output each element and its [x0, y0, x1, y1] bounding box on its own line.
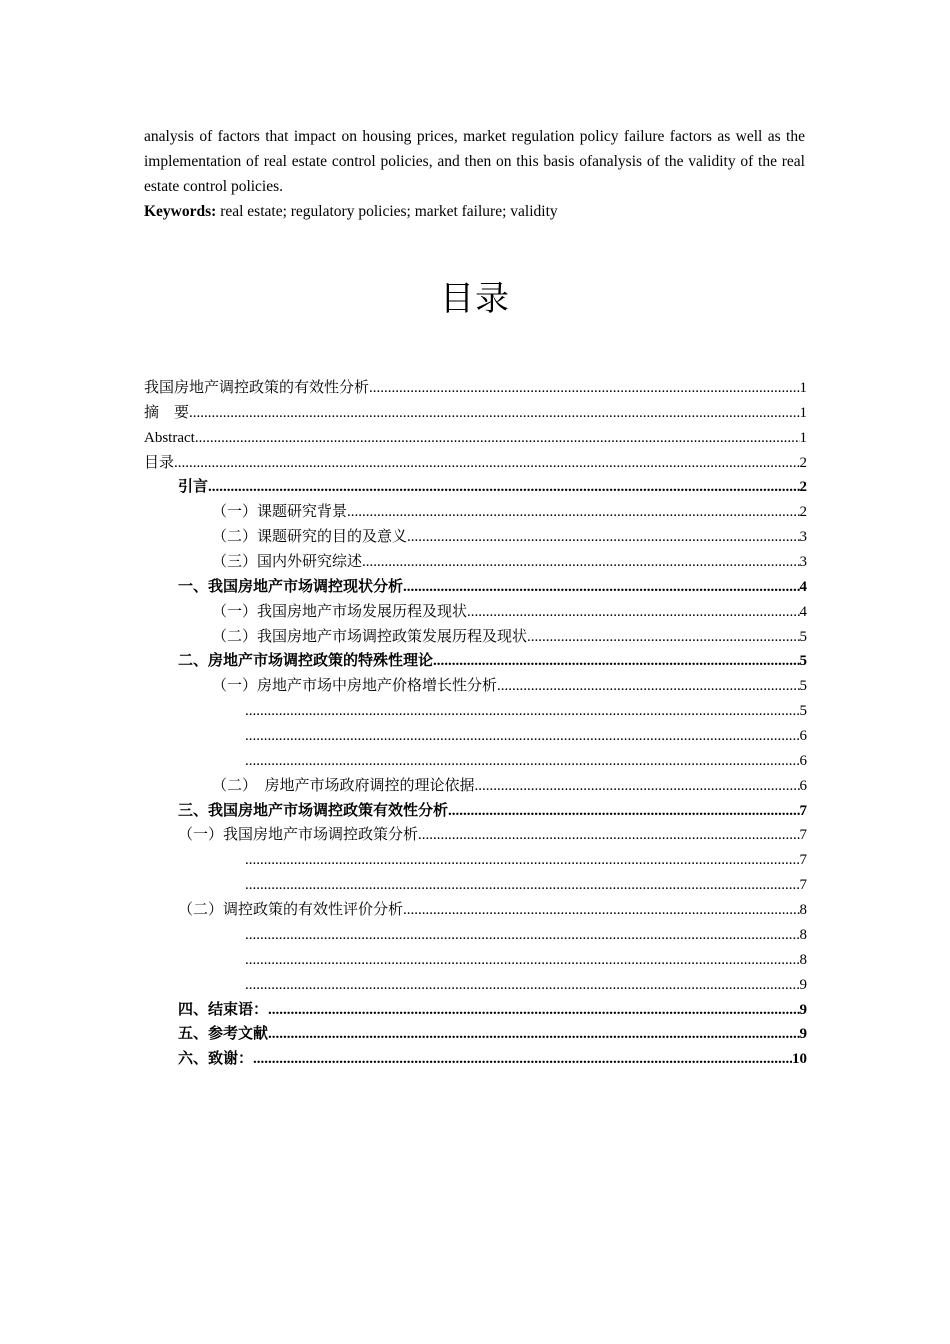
toc-entry-page-number: 1 — [799, 380, 807, 396]
toc-entry-page-number: 7 — [799, 877, 807, 894]
toc-entry-page-number: 7 — [799, 852, 807, 869]
toc-dot-leader — [245, 749, 800, 774]
toc-dot-leader — [268, 1022, 799, 1047]
toc-entry-page-number: 10 — [792, 1051, 807, 1068]
toc-entry-page-number: 1 — [799, 429, 807, 446]
toc-dot-leader — [433, 649, 799, 674]
toc-dot-leader — [208, 475, 799, 500]
toc-entry-page-number: 7 — [799, 827, 807, 844]
toc-entry[interactable] — [245, 973, 807, 998]
toc-entry[interactable] — [178, 799, 807, 824]
toc-entry-label: 一、我国房地产市场调控现状分析 — [178, 578, 404, 595]
toc-entry-label: 四、结束语： — [178, 1001, 269, 1018]
toc-entry-page-number: 6 — [799, 777, 807, 794]
abstract-paragraph: analysis of factors that impact on housing prices, market regulation policy failure factors as well as the implementation of real estate control policies, and then on this basis ofanalysis of the validity of the real estate control policies. — [144, 128, 805, 195]
toc-entry-label: 摘 要 — [144, 404, 190, 421]
toc-dot-leader — [245, 724, 800, 749]
toc-entry-label: （一）课题研究背景 — [212, 504, 348, 521]
toc-entry-page-number: 5 — [799, 628, 807, 645]
toc-dot-leader — [497, 674, 799, 699]
toc-entry[interactable] — [212, 625, 807, 650]
toc-entry-label: （一）我国房地产市场发展历程及现状 — [212, 603, 468, 620]
toc-entry-label: 五、参考文献 — [178, 1026, 269, 1043]
toc-dot-leader — [253, 1047, 792, 1072]
toc-dot-leader — [403, 898, 799, 923]
toc-entry-page-number: 8 — [799, 902, 807, 919]
toc-entry-page-number: 9 — [799, 1001, 807, 1018]
toc-entry-label: 三、我国房地产市场调控政策有效性分析 — [178, 802, 449, 819]
abstract-text-block — [144, 124, 805, 199]
toc-entry[interactable] — [245, 699, 807, 724]
toc-entry-label: （一）我国房地产市场调控政策分析 — [178, 827, 419, 844]
toc-entry[interactable] — [212, 550, 807, 575]
toc-entry[interactable] — [178, 649, 807, 674]
toc-entry-page-number: 3 — [799, 554, 807, 571]
toc-entry-page-number: 5 — [799, 653, 807, 670]
toc-entry[interactable] — [144, 451, 807, 476]
toc-entry-label: 目录 — [144, 454, 175, 471]
toc-entry[interactable] — [178, 898, 807, 923]
toc-entry[interactable] — [212, 774, 807, 799]
toc-entry-label: （二）调控政策的有效性评价分析 — [178, 902, 404, 919]
toc-dot-leader — [245, 848, 800, 873]
toc-dot-leader — [403, 575, 799, 600]
keywords-line — [144, 199, 805, 224]
toc-dot-leader — [467, 600, 799, 625]
toc-dot-leader — [418, 823, 799, 848]
toc-entry-page-number: 2 — [799, 454, 807, 471]
toc-entry-page-number: 5 — [799, 678, 807, 695]
toc-entry-page-number: 2 — [799, 479, 807, 496]
toc-entry-page-number: 6 — [799, 728, 807, 745]
toc-entry-page-number: 9 — [799, 1026, 807, 1043]
toc-entry-label: （二） 房地产市场政府调控的理论依据 — [212, 777, 475, 794]
toc-dot-leader — [245, 699, 800, 724]
toc-entry[interactable] — [245, 873, 807, 898]
toc-entry[interactable] — [212, 525, 807, 550]
toc-entry-page-number: 5 — [799, 703, 807, 720]
toc-entry-page-number: 1 — [799, 404, 807, 421]
toc-entry-label: 引言 — [178, 479, 209, 496]
toc-entry-page-number: 8 — [799, 951, 807, 968]
keywords-value: real estate; regulatory policies; market failure; validity — [216, 203, 558, 220]
toc-entry-label: （二）课题研究的目的及意义 — [212, 529, 408, 546]
toc-entry-page-number: 4 — [799, 603, 807, 620]
toc-dot-leader — [362, 550, 799, 575]
toc-entry-label: （二）我国房地产市场调控政策发展历程及现状 — [212, 628, 528, 645]
toc-dot-leader — [347, 500, 799, 525]
toc-entry-label: （一）房地产市场中房地产价格增长性分析 — [212, 678, 498, 695]
toc-entry[interactable] — [178, 1022, 807, 1047]
toc-dot-leader — [174, 451, 799, 476]
toc-entry[interactable] — [245, 948, 807, 973]
toc-entry[interactable] — [178, 475, 807, 500]
toc-entry[interactable] — [178, 1047, 807, 1072]
toc-entry-label: （三）国内外研究综述 — [212, 554, 363, 571]
keywords-label: Keywords: — [144, 203, 217, 220]
toc-entry-page-number: 6 — [799, 752, 807, 769]
toc-entry[interactable] — [212, 500, 807, 525]
toc-entry[interactable] — [212, 600, 807, 625]
toc-dot-leader — [245, 923, 800, 948]
toc-dot-leader — [268, 998, 799, 1023]
toc-entry-label: 我国房地产调控政策的有效性分析 — [144, 380, 370, 396]
toc-dot-leader — [195, 426, 800, 451]
toc-entry[interactable] — [144, 401, 807, 426]
toc-entry-page-number: 3 — [799, 529, 807, 546]
toc-entry[interactable] — [144, 426, 807, 451]
toc-dot-leader — [407, 525, 799, 550]
toc-entry[interactable] — [178, 998, 807, 1023]
toc-entry-label: 六、致谢： — [178, 1051, 254, 1068]
toc-entry-page-number: 2 — [799, 504, 807, 521]
toc-dot-leader — [475, 774, 800, 799]
toc-dot-leader — [245, 948, 800, 973]
toc-entry-page-number: 4 — [799, 578, 807, 595]
toc-entry[interactable] — [178, 575, 807, 600]
toc-entry-label: Abstract — [144, 429, 195, 446]
toc-entry[interactable] — [245, 724, 807, 749]
toc-entry[interactable] — [245, 749, 807, 774]
toc-entry[interactable] — [245, 848, 807, 873]
toc-dot-leader — [245, 873, 800, 898]
toc-entry-page-number: 8 — [799, 926, 807, 943]
toc-dot-leader — [448, 799, 799, 824]
toc-dot-leader — [527, 625, 799, 650]
toc-entry[interactable] — [144, 376, 807, 401]
toc-entry-label: 二、房地产市场调控政策的特殊性理论 — [178, 653, 434, 670]
toc-entry[interactable] — [178, 823, 807, 848]
toc-dot-leader — [369, 376, 799, 401]
toc-heading: 目录 — [440, 278, 510, 319]
toc-entry[interactable] — [212, 674, 807, 699]
toc-entry[interactable] — [245, 923, 807, 948]
toc-dot-leader — [245, 973, 800, 998]
toc-dot-leader — [189, 401, 799, 426]
toc-entry-page-number: 7 — [799, 802, 807, 819]
toc-entry-page-number: 9 — [799, 976, 807, 993]
